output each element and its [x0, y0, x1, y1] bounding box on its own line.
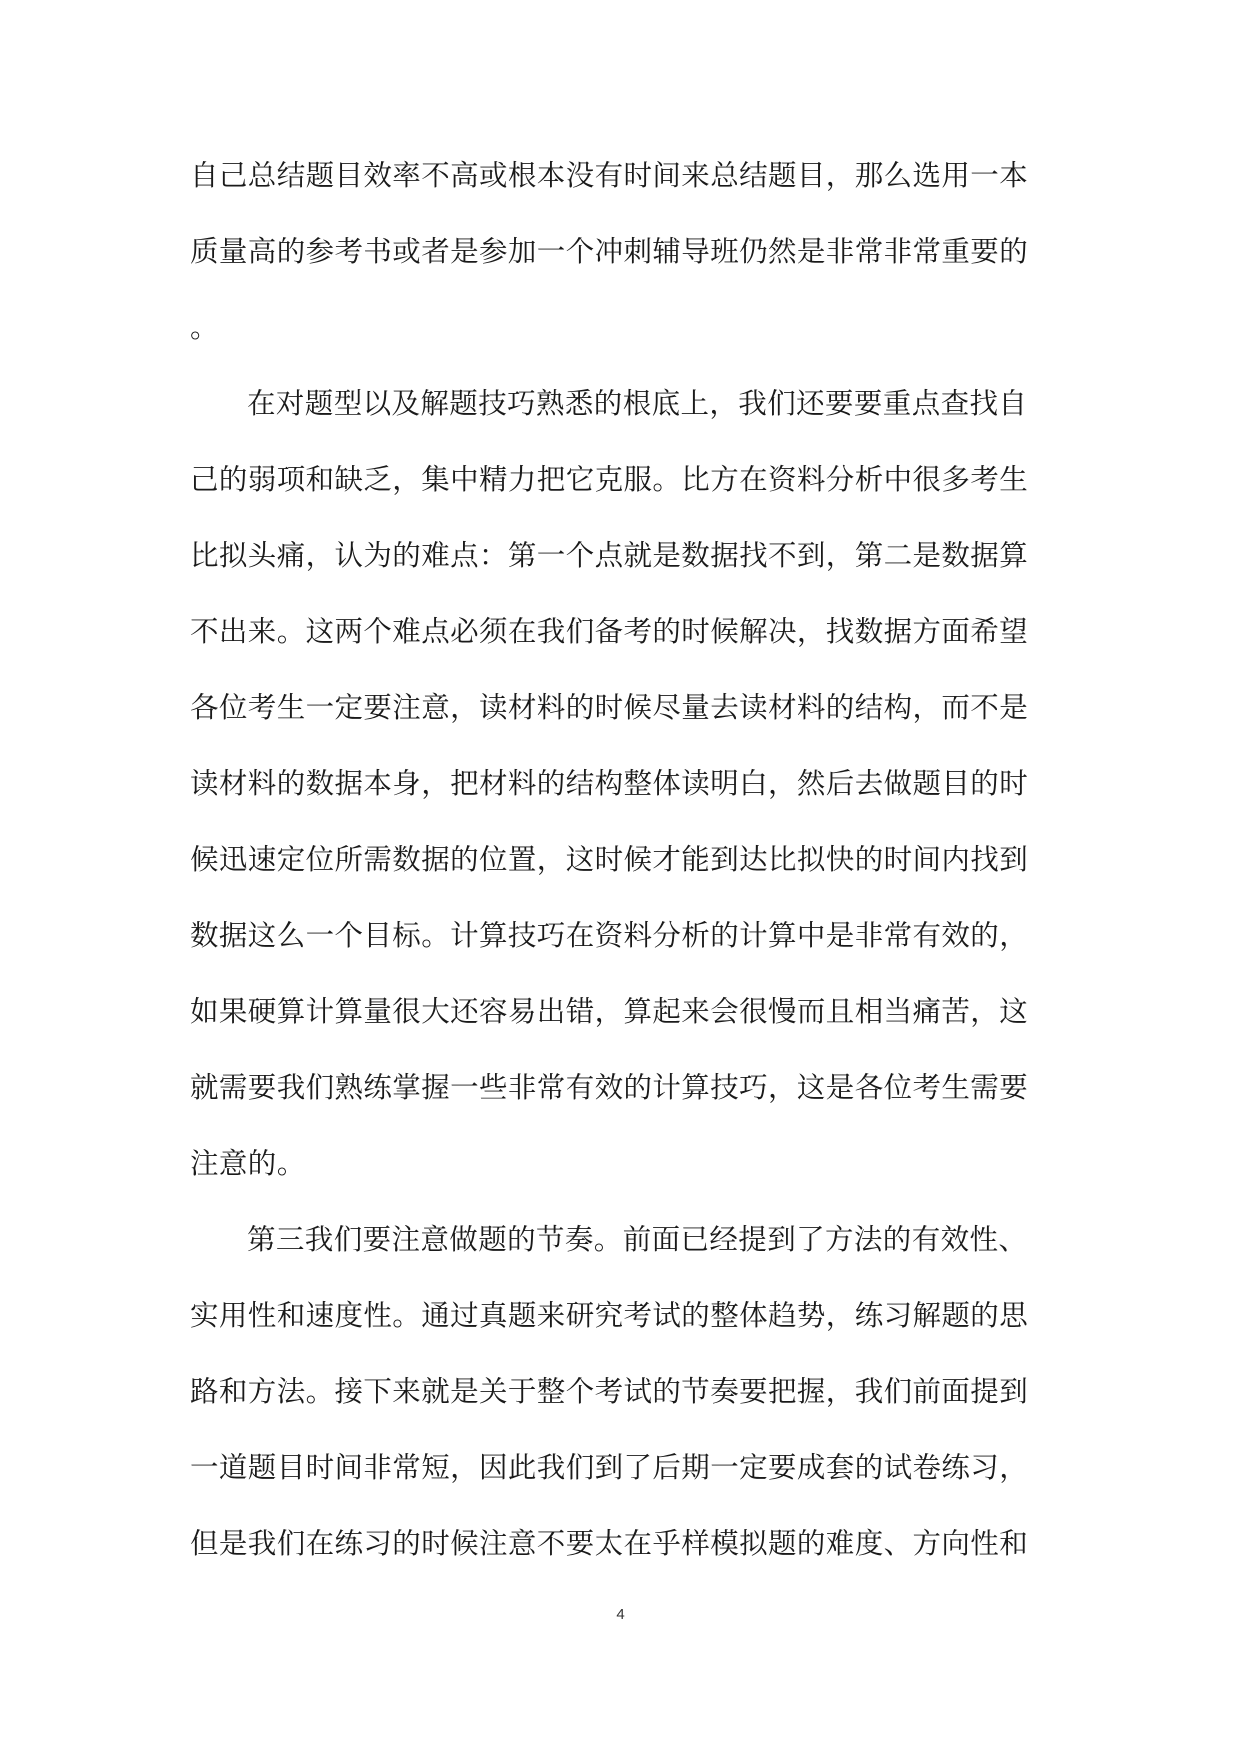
text-line: 读材料的数据本身，把材料的结构整体读明白，然后去做题目的时	[190, 767, 1029, 800]
text-line: 注意的。	[190, 1147, 306, 1180]
text-line: 一道题目时间非常短，因此我们到了后期一定要成套的试卷练习，	[190, 1451, 1029, 1484]
text-line: 数据这么一个目标。计算技巧在资料分析的计算中是非常有效的，	[190, 919, 1029, 952]
paragraph-first-line: 在对题型以及解题技巧熟悉的根底上，我们还要要重点查找自	[247, 387, 1028, 420]
text-line: 。	[190, 311, 219, 344]
text-line: 自己总结题目效率不高或根本没有时间来总结题目，那么选用一本	[190, 159, 1029, 192]
text-line: 路和方法。接下来就是关于整个考试的节奏要把握，我们前面提到	[190, 1375, 1029, 1408]
text-line: 但是我们在练习的时候注意不要太在乎样模拟题的难度、方向性和	[190, 1527, 1029, 1560]
text-line: 己的弱项和缺乏，集中精力把它克服。比方在资料分析中很多考生	[190, 463, 1029, 496]
body-text	[190, 138, 1042, 1582]
text-line: 实用性和速度性。通过真题来研究考试的整体趋势，练习解题的思	[190, 1299, 1029, 1332]
text-line: 不出来。这两个难点必须在我们备考的时候解决，找数据方面希望	[190, 615, 1029, 648]
text-line: 如果硬算计算量很大还容易出错，算起来会很慢而且相当痛苦，这	[190, 995, 1029, 1028]
text-line: 各位考生一定要注意，读材料的时候尽量去读材料的结构，而不是	[190, 691, 1029, 724]
text-line: 就需要我们熟练掌握一些非常有效的计算技巧，这是各位考生需要	[190, 1071, 1029, 1104]
page-number: 4	[616, 1606, 625, 1623]
text-line: 候迅速定位所需数据的位置，这时候才能到达比拟快的时间内找到	[190, 843, 1029, 876]
text-line: 比拟头痛，认为的难点：第一个点就是数据找不到，第二是数据算	[190, 539, 1029, 572]
text-line: 质量高的参考书或者是参加一个冲刺辅导班仍然是非常非常重要的	[190, 235, 1029, 268]
paragraph-first-line: 第三我们要注意做题的节奏。前面已经提到了方法的有效性、	[247, 1223, 1028, 1256]
